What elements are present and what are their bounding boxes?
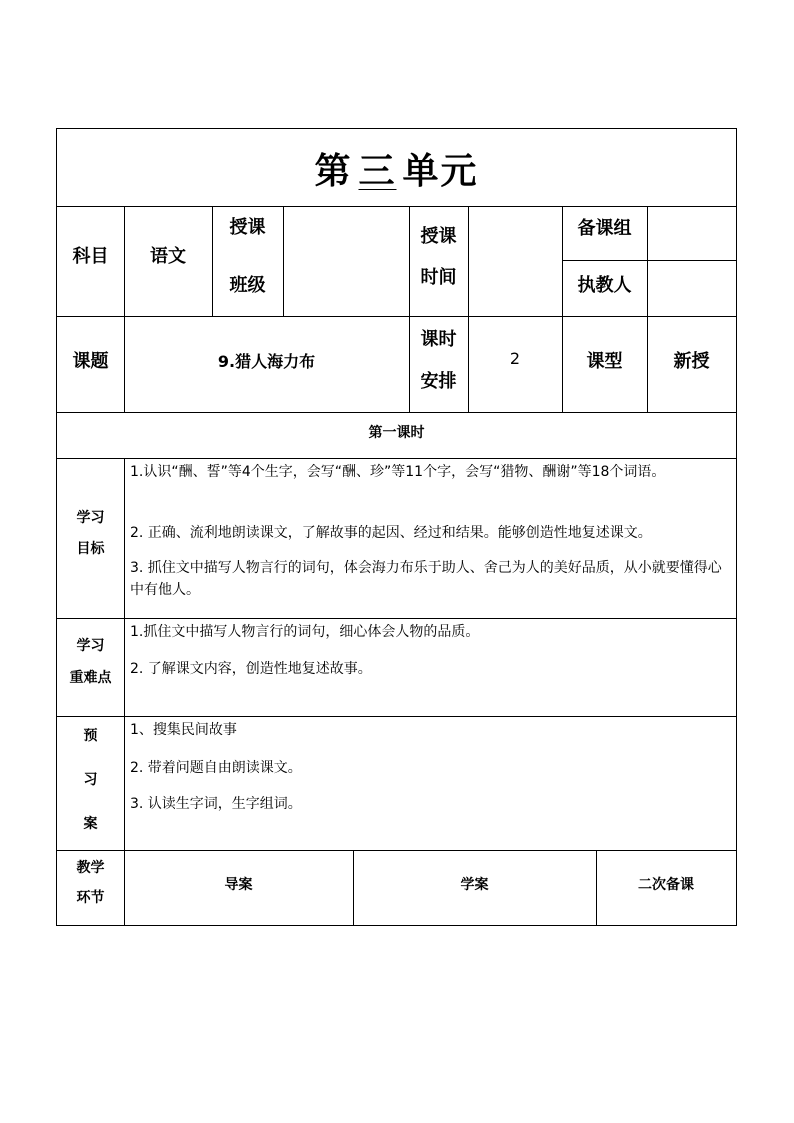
preview-item-3: 3. 认读生字词，生字组词。 <box>130 796 302 812</box>
objectives-label-line2: 目标 <box>76 541 105 557</box>
class-label-line1: 授课 <box>229 217 266 238</box>
keypoints-label-line1: 学习 <box>76 638 105 654</box>
guide-column-header: 导案 <box>224 877 253 893</box>
prep-group-label: 备课组 <box>577 218 632 239</box>
study-column-header: 学案 <box>460 877 489 893</box>
teaching-steps-label-line1: 教学 <box>76 860 105 876</box>
type-value: 新授 <box>673 351 710 372</box>
preview-label-char-1: 预 <box>83 728 98 744</box>
period-label-line1: 课时 <box>420 329 457 350</box>
unit-title <box>57 143 736 194</box>
time-label-line2: 时间 <box>420 267 457 288</box>
teacher-label: 执教人 <box>577 275 632 296</box>
title-number: 三 <box>358 151 397 192</box>
preview-label-char-2: 习 <box>83 772 98 788</box>
lesson-plan-table <box>56 128 737 926</box>
topic-value: 9.猎人海力布 <box>217 352 316 371</box>
objective-item-3: 3. 抓住文中描写人物言行的词句，体会海力布乐于助人、舍己为人的美好品质，从小就要懂得心中有他人。 <box>130 560 722 598</box>
subject-value: 语文 <box>150 246 186 267</box>
keypoint-item-1: 1.抓住文中描写人物言行的词句，细心体会人物的品质。 <box>130 624 480 640</box>
objective-item-2: 2. 正确、流利地朗读课文，了解故事的起因、经过和结果。能够创造性地复述课文。 <box>130 525 652 541</box>
preview-item-2: 2. 带着问题自由朗读课文。 <box>130 760 302 776</box>
teaching-steps-label-line2: 环节 <box>76 890 105 906</box>
type-label: 课型 <box>586 351 623 372</box>
second-prep-column-header: 二次备课 <box>638 877 694 893</box>
subject-label: 科目 <box>72 246 109 267</box>
objective-item-1: 1.认识“酬、誓”等4个生字，会写“酬、珍”等11个字，会写“猎物、酬谢”等18个词语。 <box>130 464 666 480</box>
title-prefix: 第 <box>314 151 353 192</box>
time-label-line1: 授课 <box>420 226 457 247</box>
preview-label-char-3: 案 <box>83 816 98 832</box>
title-suffix: 单元 <box>402 151 479 192</box>
objectives-label-line1: 学习 <box>76 510 105 526</box>
keypoint-item-2: 2. 了解课文内容，创造性地复述故事。 <box>130 661 372 677</box>
period-label-line2: 安排 <box>420 371 457 392</box>
keypoints-label-line2: 重难点 <box>69 670 112 686</box>
topic-label: 课题 <box>72 351 109 372</box>
class-label-line2: 班级 <box>229 275 266 296</box>
preview-item-1: 1、搜集民间故事 <box>130 722 237 738</box>
section-title: 第一课时 <box>368 425 425 441</box>
period-value: 2 <box>509 349 521 368</box>
